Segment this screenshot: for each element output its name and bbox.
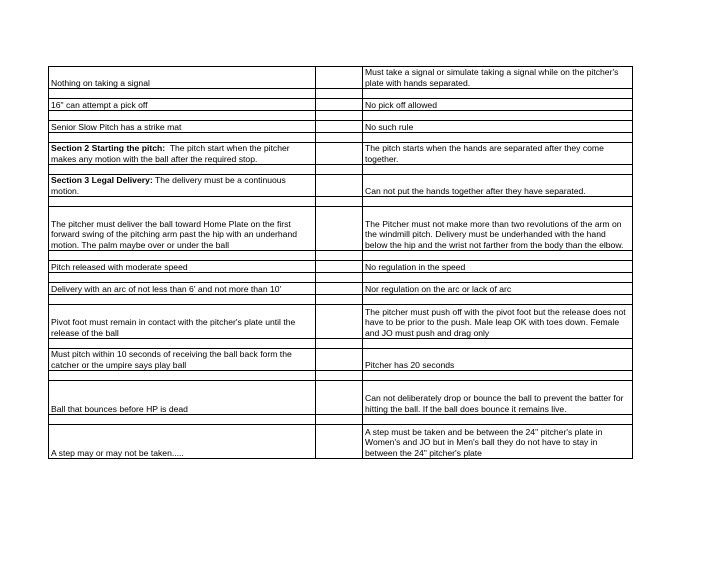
spacer-row: [49, 371, 633, 381]
spacer-row: [49, 415, 633, 425]
left-cell: [49, 67, 316, 89]
right-text: Must take a signal or simulate taking a signal while on the pitcher's plate with hands separated.: [365, 67, 619, 88]
spacer-row: [49, 89, 633, 99]
blank-cell: [316, 305, 363, 339]
right-cell: [363, 305, 633, 339]
right-text: Can not put the hands together after they have separated.: [365, 185, 586, 196]
blank-cell: [316, 283, 363, 295]
right-cell: [363, 283, 633, 295]
right-cell: [363, 143, 633, 165]
spacer-row: [49, 251, 633, 261]
left-text: The pitcher must deliver the ball toward Home Plate on the first forward swing of the pitching arm past the hip with an underhand motion. The palm maybe over or under the ball: [51, 218, 298, 250]
table-row: [49, 207, 633, 251]
blank-cell: [316, 143, 363, 165]
left-cell: [49, 425, 316, 459]
left-text: 16" can attempt a pick off: [51, 99, 148, 110]
left-text: Nothing on taking a signal: [51, 77, 150, 88]
blank-cell: [316, 425, 363, 459]
right-cell: [363, 121, 633, 133]
right-text: No regulation in the speed: [365, 261, 466, 272]
left-text: Senior Slow Pitch has a strike mat: [51, 121, 182, 132]
right-text: A step must be taken and be between the 24" pitcher's plate in Women's and JO but in Men's ball they do not have to stay in between the 24" pitcher's plate: [365, 426, 603, 458]
blank-cell: [316, 261, 363, 273]
right-cell: [363, 381, 633, 415]
left-cell: [49, 99, 316, 111]
right-cell: [363, 175, 633, 197]
spacer-row: [49, 339, 633, 349]
left-text: Pivot foot must remain in contact with the pitcher's plate until the release of the ball: [51, 317, 296, 338]
left-cell: [49, 305, 316, 339]
blank-cell: [316, 381, 363, 415]
left-text: A step may or may not be taken.....: [51, 447, 184, 458]
spacer-row: [49, 197, 633, 207]
right-text: Nor regulation on the arc or lack of arc: [365, 283, 512, 294]
blank-cell: [316, 121, 363, 133]
table-row: [49, 381, 633, 415]
table-row: [49, 425, 633, 459]
spacer-row: [49, 111, 633, 121]
left-cell: [49, 261, 316, 273]
blank-cell: [316, 99, 363, 111]
left-cell: [49, 283, 316, 295]
section-heading: Section 3 Legal Delivery:: [51, 175, 153, 186]
right-text: The Pitcher must not make more than two revolutions of the arm on the windmill pitch. Delivery must be underhanded with the hand below the hip and the wrist not farther from the body than the elbow.: [365, 218, 624, 250]
right-cell: [363, 425, 633, 459]
right-cell: [363, 261, 633, 273]
comparison-table: [48, 66, 633, 459]
left-cell: [49, 349, 316, 371]
spacer-row: [49, 295, 633, 305]
blank-cell: [316, 349, 363, 371]
right-cell: [363, 67, 633, 89]
right-text: The pitcher must push off with the pivot foot but the release does not have to be prior to the push. Male leap OK with toes down. Female and JO must push and drag only: [365, 306, 626, 338]
left-cell: [49, 381, 316, 415]
spacer-row: [49, 165, 633, 175]
right-text: The pitch starts when the hands are separated after they come together.: [365, 143, 604, 164]
table-row: [49, 99, 633, 111]
section-heading: Section 2 Starting the pitch:: [51, 143, 166, 154]
table-row: [49, 67, 633, 89]
left-text: Must pitch within 10 seconds of receiving the ball back form the catcher or the umpire says play ball: [51, 349, 292, 370]
right-cell: [363, 207, 633, 251]
table-row: [49, 261, 633, 273]
table-row: [49, 175, 633, 197]
left-text: Pitch released with moderate speed: [51, 261, 188, 272]
spacer-row: [49, 273, 633, 283]
right-text: Pitcher has 20 seconds: [365, 359, 455, 370]
right-text: No pick off allowed: [365, 99, 437, 110]
left-cell: [49, 121, 316, 133]
right-cell: [363, 349, 633, 371]
right-cell: [363, 99, 633, 111]
table-row: [49, 283, 633, 295]
blank-cell: [316, 67, 363, 89]
table-row: [49, 143, 633, 165]
table-row: [49, 305, 633, 339]
right-text: Can not deliberately drop or bounce the ball to prevent the batter for hitting the ball. If the ball does bounce it remains live.: [365, 393, 624, 414]
blank-cell: [316, 207, 363, 251]
left-cell: [49, 143, 316, 165]
left-text: Ball that bounces before HP is dead: [51, 403, 188, 414]
spacer-row: [49, 133, 633, 143]
blank-cell: [316, 175, 363, 197]
table-row: [49, 349, 633, 371]
table-row: [49, 121, 633, 133]
left-text: Delivery with an arc of not less than 6' and not more than 10': [51, 283, 282, 294]
left-text: The delivery must be a continuous motion.: [51, 175, 286, 196]
left-cell: [49, 175, 316, 197]
right-text: No such rule: [365, 121, 414, 132]
left-text: The pitch start when the pitcher makes any motion with the ball after the required stop.: [51, 143, 290, 164]
left-cell: [49, 207, 316, 251]
